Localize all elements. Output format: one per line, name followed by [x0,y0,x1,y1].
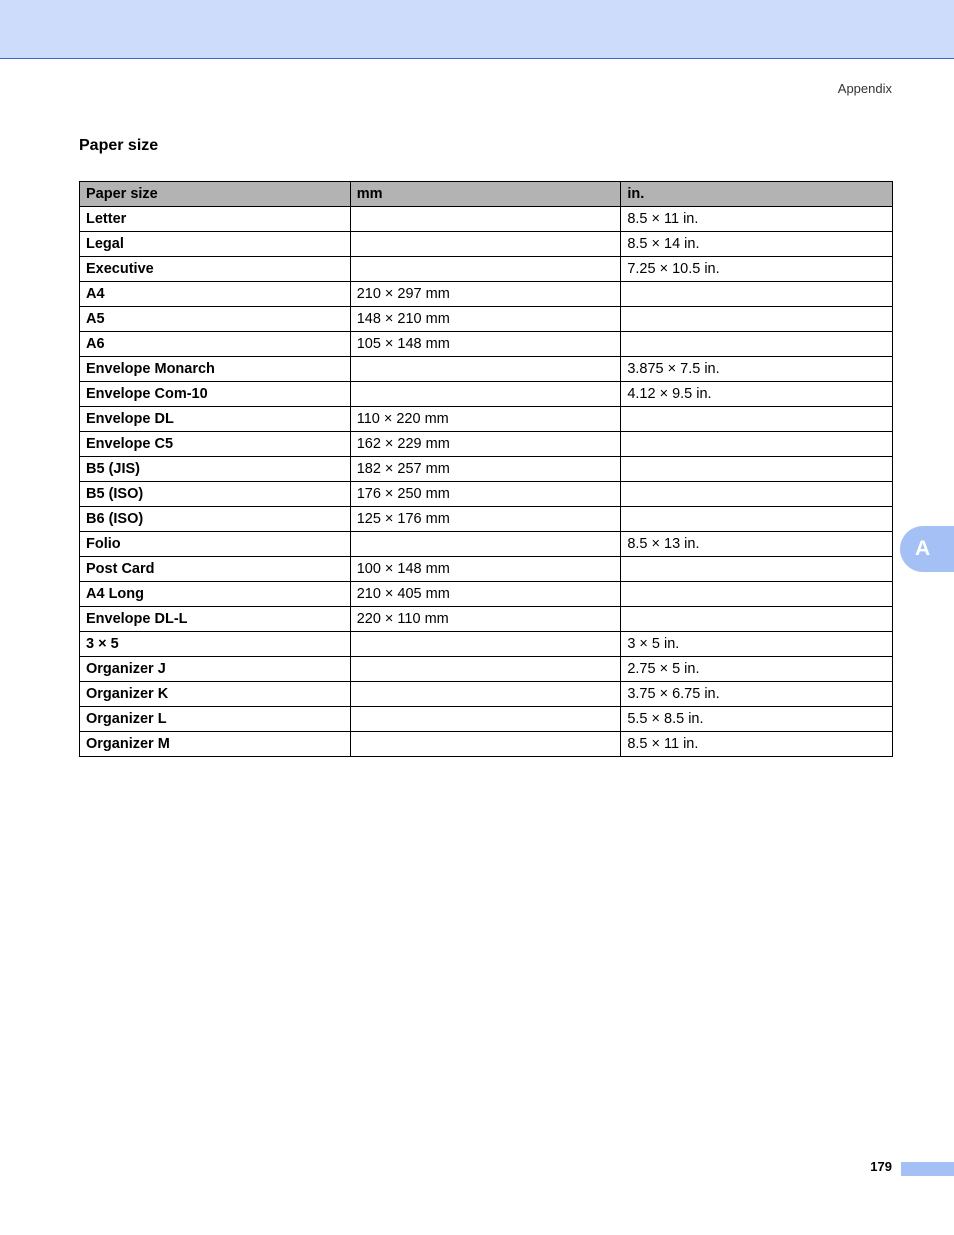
page-number-bar [901,1162,954,1176]
table-row [80,382,893,407]
inch-cell [621,407,893,432]
paper-size-cell: Envelope Monarch [80,357,351,382]
mm-cell: 182 × 257 mm [350,457,621,482]
inch-cell [621,582,893,607]
table-row [80,632,893,657]
inch-cell: 4.12 × 9.5 in. [621,382,893,407]
table-row [80,207,893,232]
table-row [80,657,893,682]
inch-cell [621,432,893,457]
mm-cell [350,632,621,657]
paper-size-cell: A5 [80,307,351,332]
paper-size-table [79,181,893,757]
inch-cell [621,307,893,332]
table-row [80,532,893,557]
inch-cell: 5.5 × 8.5 in. [621,707,893,732]
column-header-paper-size: Paper size [80,182,351,207]
mm-cell: 125 × 176 mm [350,507,621,532]
inch-cell: 2.75 × 5 in. [621,657,893,682]
paper-size-cell: Post Card [80,557,351,582]
paper-size-cell: Organizer K [80,682,351,707]
paper-size-cell: B5 (JIS) [80,457,351,482]
paper-size-cell: A4 [80,282,351,307]
mm-cell: 148 × 210 mm [350,307,621,332]
mm-cell: 162 × 229 mm [350,432,621,457]
table-row [80,507,893,532]
appendix-tab: A [900,526,954,572]
page-number: 179 [870,1159,892,1174]
inch-cell: 8.5 × 11 in. [621,732,893,757]
table-body [80,207,893,757]
paper-size-cell: Organizer L [80,707,351,732]
table-row [80,307,893,332]
paper-size-cell: Envelope C5 [80,432,351,457]
table-row [80,407,893,432]
table-row [80,257,893,282]
section-title: Paper size [79,137,159,154]
inch-cell: 3.75 × 6.75 in. [621,682,893,707]
mm-cell [350,232,621,257]
header-band [0,0,954,59]
table-row [80,232,893,257]
paper-size-cell: Envelope Com-10 [80,382,351,407]
mm-cell [350,657,621,682]
table-row [80,482,893,507]
table-row [80,432,893,457]
table-row [80,707,893,732]
paper-size-cell: A4 Long [80,582,351,607]
table-row [80,557,893,582]
column-header-in: in. [621,182,893,207]
paper-size-cell: Legal [80,232,351,257]
inch-cell [621,457,893,482]
mm-cell: 176 × 250 mm [350,482,621,507]
mm-cell [350,257,621,282]
inch-cell [621,557,893,582]
mm-cell: 210 × 405 mm [350,582,621,607]
mm-cell: 100 × 148 mm [350,557,621,582]
table-row [80,282,893,307]
paper-size-cell: Envelope DL-L [80,607,351,632]
paper-size-cell: Envelope DL [80,407,351,432]
mm-cell [350,732,621,757]
table-header-row [80,182,893,207]
paper-size-cell: Letter [80,207,351,232]
inch-cell: 7.25 × 10.5 in. [621,257,893,282]
mm-cell [350,532,621,557]
paper-size-cell: A6 [80,332,351,357]
inch-cell [621,507,893,532]
table-row [80,582,893,607]
mm-cell: 210 × 297 mm [350,282,621,307]
mm-cell [350,707,621,732]
mm-cell: 220 × 110 mm [350,607,621,632]
running-head: Appendix [837,81,892,96]
inch-cell [621,482,893,507]
paper-size-cell: 3 × 5 [80,632,351,657]
inch-cell: 3.875 × 7.5 in. [621,357,893,382]
mm-cell [350,682,621,707]
inch-cell [621,332,893,357]
paper-size-cell: B5 (ISO) [80,482,351,507]
column-header-mm: mm [350,182,621,207]
inch-cell: 8.5 × 14 in. [621,232,893,257]
mm-cell [350,207,621,232]
paper-size-cell: Organizer M [80,732,351,757]
inch-cell: 3 × 5 in. [621,632,893,657]
table-row [80,357,893,382]
table-row [80,682,893,707]
inch-cell [621,607,893,632]
paper-size-cell: Folio [80,532,351,557]
table-row [80,457,893,482]
mm-cell [350,357,621,382]
table-row [80,732,893,757]
inch-cell: 8.5 × 11 in. [621,207,893,232]
mm-cell [350,382,621,407]
inch-cell [621,282,893,307]
mm-cell: 105 × 148 mm [350,332,621,357]
mm-cell: 110 × 220 mm [350,407,621,432]
paper-size-cell: B6 (ISO) [80,507,351,532]
table-row [80,332,893,357]
inch-cell: 8.5 × 13 in. [621,532,893,557]
paper-size-cell: Organizer J [80,657,351,682]
paper-size-cell: Executive [80,257,351,282]
table-row [80,607,893,632]
